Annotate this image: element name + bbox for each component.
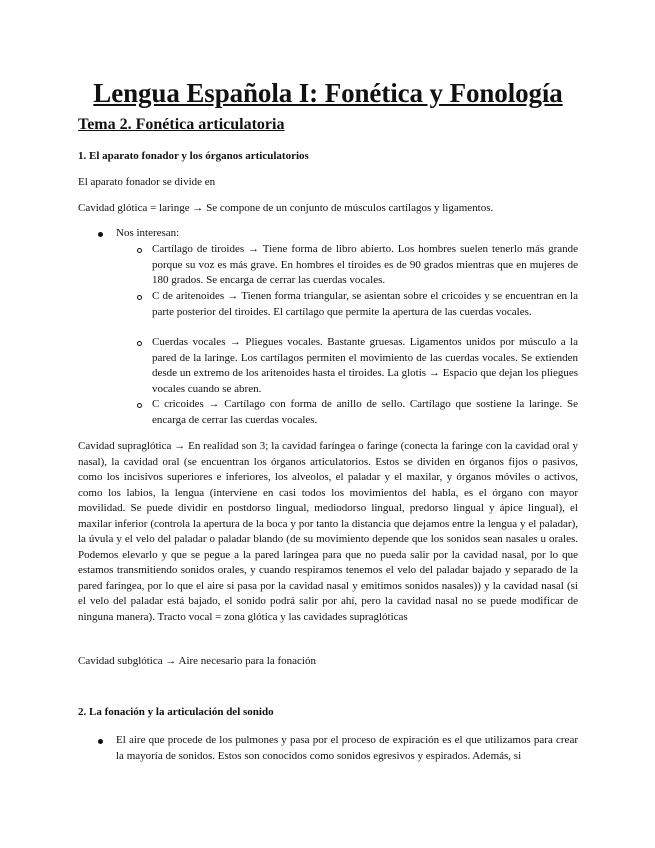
hollow-bullet-icon (137, 248, 142, 253)
section-2-heading: 2. La fonación y la articulación del sonido (78, 706, 274, 718)
subitem-aritenoides: C de aritenoides → Tienen forma triangular, se asientan sobre el cricoides y se encuentran en la parte posterior del tiroides. El cartílago que permite la apertura de las cuerdas vocales. (152, 290, 578, 318)
subitem-cuerdas-vocales: Cuerdas vocales → Pliegues vocales. Bastante gruesas. Ligamentos unidos por músculo a la pared de la laringe. Los cartílagos permiten el movimiento de las cuerdas vocales. Se extienden desde un extremo de los aritenoides hasta el tiroides. La glotis → Espacio que dejan los pliegues vocales cuando se abren. (152, 336, 578, 395)
document-title: Lengua Española I: Fonética y Fonología (93, 78, 563, 108)
topic-subtitle: Tema 2. Fonética articulatoria (78, 116, 285, 133)
bullet-icon (98, 739, 103, 744)
hollow-bullet-icon (137, 341, 142, 346)
fonacion-bullet-text: El aire que procede de los pulmones y pasa por el proceso de expiración es el que utilizamos para crear la mayoría de sonidos. Estos son conocidos como sonidos egresivos y espirados. Además, si (116, 734, 578, 762)
bullet-icon (98, 232, 103, 237)
supraglotica-paragraph: Cavidad supraglótica → En realidad son 3; la cavidad faríngea o faringe (conecta la faringe con la cavidad oral y nasal), la cavidad oral (se encuentran los órganos articulatorios. Estos se dividen en órganos fijos o pasivos, como los incisivos superiores e inferiores, los alveolos, el paladar y el maxilar, y órganos móviles o activos, como los labios, la lengua (interviene en casi todos los movimientos del habla, es el órgano con mayor movilidad. Se puede dividir en postdorso lingual, mediodorso lingual, predorso lingual y ápice lingual), el maxilar inferior (controla la apertura de la boca y por tanto la distancia que dejamos entre la lengua y el paladar), la úvula y el velo del paladar o paladar blando (de su movimiento depende que los sonidos sean nasales u orales. Podemos elevarlo y que se pegue a la pared laríngea para que no pueda salir por la cavidad nasal, por lo que estamos transmitiendo sonidos orales, y cuando respiramos tenemos el velo del paladar bajado y separado de la pared faríngea, por lo que el aire si pasa por la cavidad nasal y emitimos sonidos nasales)) y la cavidad nasal (si el velo del paladar está bajado, el sonido podrá salir por ahí, pero la cavidad nasal no se puede modificar de ninguna manera). Tracto vocal = zona glótica y las cavidades supraglóticas (78, 440, 578, 623)
section-1-heading: 1. El aparato fonador y los órganos articulatorios (78, 150, 309, 162)
glotica-paragraph: Cavidad glótica = laringe → Se compone de un conjunto de músculos cartílagos y ligamentos. (78, 202, 494, 214)
subitem-cricoides: C cricoides → Cartílago con forma de anillo de sello. Cartílago que sostiene la laringe. Se encarga de cerrar las cuerdas vocales. (152, 398, 578, 426)
hollow-bullet-icon (137, 403, 142, 408)
subglotica-paragraph: Cavidad subglótica → Aire necesario para la fonación (78, 655, 316, 667)
subitem-tiroides: Cartílago de tiroides → Tiene forma de libro abierto. Los hombres suelen tenerlo más grande porque su voz es más grave. En hombres el tiroides es de 90 grados mientras que en mujeres de 180 grados. Se encarga de cerrar las cuerdas vocales. (152, 243, 578, 286)
nos-interesan-label: Nos interesan: (116, 227, 180, 239)
intro-paragraph: El aparato fonador se divide en (78, 176, 216, 188)
hollow-bullet-icon (137, 295, 142, 300)
